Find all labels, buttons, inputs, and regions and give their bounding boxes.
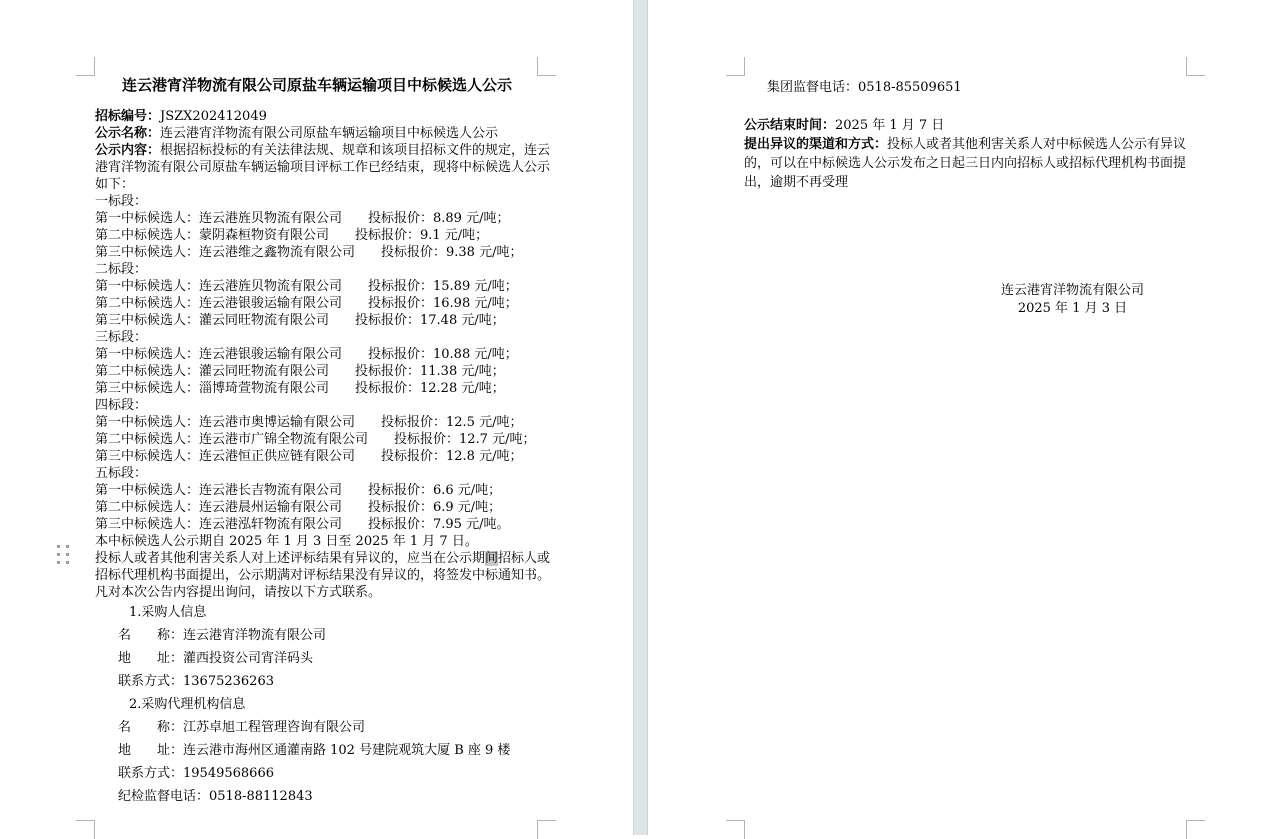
doc-line xyxy=(95,176,539,193)
doc-line xyxy=(744,116,1187,135)
text-segment: 名 称：连云港宵洋物流有限公司 xyxy=(118,628,327,643)
text-segment: 第三中标候选人：连云港维之鑫物流有限公司 投标报价：9.38 元/吨； xyxy=(95,245,523,260)
doc-line xyxy=(95,550,551,567)
text-segment: 二标段： xyxy=(95,262,148,277)
text-segment: 第二中标候选人：连云港市广锦全物流有限公司 投标报价：12.7 元/吨； xyxy=(95,432,536,447)
text-segment: 如下： xyxy=(95,177,135,192)
text-segment: 1.采购人信息 xyxy=(129,605,207,620)
text-segment: 联系方式：13675236263 xyxy=(118,674,274,689)
text-segment: JSZX202412049 xyxy=(160,109,267,124)
document-title: 连云港宵洋物流有限公司原盐车辆运输项目中标候选人公示 xyxy=(121,76,512,94)
text-segment: 凡对本次公告内容提出询问，请按以下方式联系。 xyxy=(95,585,382,600)
crop-mark xyxy=(537,820,556,839)
handle-dot xyxy=(57,553,60,556)
doc-line xyxy=(95,739,539,762)
text-segment: 第一中标候选人：连云港银骏运输有限公司 投标报价：10.88 元/吨； xyxy=(95,347,518,362)
text-segment: 投标人或者其他利害关系人对中标候选人公示有异议 xyxy=(887,137,1187,152)
text-segment: 投标人或者其他利害关系人对上述评标结果有异议的，应当在公示期 xyxy=(95,551,486,566)
text-segment: 第二中标候选人：连云港晨州运输有限公司 投标报价：6.9 元/吨； xyxy=(95,500,502,515)
text-segment: 公示内容： xyxy=(95,143,161,158)
doc-line xyxy=(95,516,539,533)
page-1-text-area[interactable] xyxy=(95,76,551,808)
doc-line xyxy=(95,346,539,363)
text-segment: 第二中标候选人：连云港银骏运输有限公司 投标报价：16.98 元/吨； xyxy=(95,296,518,311)
doc-line xyxy=(95,670,539,693)
text-segment: 名 称：江苏卓旭工程管理咨询有限公司 xyxy=(118,720,366,735)
doc-line xyxy=(95,567,551,584)
text-segment: 地 址：灌西投资公司宵洋码头 xyxy=(118,651,314,666)
text-segment: 出，逾期不再受理 xyxy=(744,175,849,190)
doc-line xyxy=(95,762,539,785)
page-2-text-area[interactable] xyxy=(744,76,1187,318)
doc-line xyxy=(95,716,539,739)
doc-line xyxy=(95,465,539,482)
text-segment: 一标段： xyxy=(95,194,148,209)
doc-line xyxy=(95,601,539,624)
handle-dot xyxy=(57,561,60,564)
handle-dot xyxy=(57,545,60,548)
text-segment: 第三中标候选人：连云港恒正供应链有限公司 投标报价：12.8 元/吨； xyxy=(95,449,523,464)
text-segment: 第二中标候选人：灌云同旺物流有限公司 投标报价：11.38 元/吨； xyxy=(95,364,505,379)
text-segment: 地 址：连云港市海州区通灌南路 102 号建院观筑大厦 B 座 9 楼 xyxy=(118,743,511,758)
text-segment: 第一中标候选人：连云港旌贝物流有限公司 投标报价：15.89 元/吨； xyxy=(95,279,518,294)
doc-line xyxy=(95,448,539,465)
text-segment: 2025 年 1 月 7 日 xyxy=(835,118,945,133)
signature-company: 连云港宵洋物流有限公司 xyxy=(1000,283,1144,298)
doc-line xyxy=(95,482,539,499)
doc-line xyxy=(95,227,539,244)
doc-line xyxy=(95,278,539,295)
signature-block xyxy=(1001,282,1144,318)
signature-date: 2025 年 1 月 3 日 xyxy=(1017,301,1128,316)
text-segment: 三标段： xyxy=(95,330,148,345)
doc-line xyxy=(95,295,539,312)
doc-line xyxy=(95,624,539,647)
text-segment: 联系方式：19549568666 xyxy=(118,766,274,781)
doc-line xyxy=(95,312,539,329)
doc-line xyxy=(95,414,539,431)
text-segment: 四标段： xyxy=(95,398,148,413)
doc-line xyxy=(95,785,539,808)
doc-line xyxy=(95,693,539,716)
doc-line xyxy=(95,142,551,159)
doc-line xyxy=(95,647,539,670)
page-gap xyxy=(633,0,648,835)
doc-line xyxy=(95,125,539,142)
text-segment: 第一中标候选人：连云港市奥博运输有限公司 投标报价：12.5 元/吨； xyxy=(95,415,523,430)
text-segment: 公示名称： xyxy=(95,126,161,141)
text-segment: 提出异议的渠道和方式： xyxy=(744,137,888,152)
text-segment: 第一中标候选人：连云港长吉物流有限公司 投标报价：6.6 元/吨； xyxy=(95,483,502,498)
doc-line xyxy=(744,99,1187,116)
handle-dot xyxy=(66,545,69,548)
text-segment: 第三中标候选人：淄博琦萱物流有限公司 投标报价：12.28 元/吨； xyxy=(95,381,505,396)
page-2-lines xyxy=(744,76,1187,192)
text-segment: 第三中标候选人：灌云同旺物流有限公司 投标报价：17.48 元/吨； xyxy=(95,313,505,328)
text-segment: 2.采购代理机构信息 xyxy=(129,697,246,712)
text-segment: 港宵洋物流有限公司原盐车辆运输项目评标工作已经结束，现将中标候选人公示 xyxy=(95,160,551,175)
doc-line xyxy=(95,193,539,210)
crop-mark xyxy=(726,57,745,76)
crop-mark xyxy=(726,820,745,839)
text-segment: 的，可以在中标候选人公示发布之日起三日内向招标人或招标代理机构书面提 xyxy=(744,156,1187,171)
highlighted-char: 间 xyxy=(485,551,499,566)
text-segment: 招标编号： xyxy=(95,109,161,124)
doc-line xyxy=(95,397,539,414)
doc-line xyxy=(744,173,1187,192)
text-segment: 招标人或 xyxy=(498,551,551,566)
handle-dot xyxy=(66,561,69,564)
page-1-lines xyxy=(95,108,551,808)
doc-line xyxy=(744,135,1187,154)
doc-line xyxy=(95,159,551,176)
crop-mark xyxy=(537,57,556,76)
doc-line xyxy=(95,108,539,125)
text-segment: 根据招标投标的有关法律法规、规章和该项目招标文件的规定，连云 xyxy=(160,143,551,158)
doc-line xyxy=(95,261,539,278)
handle-dot xyxy=(66,553,69,556)
doc-line xyxy=(95,499,539,516)
text-segment: 公示结束时间： xyxy=(744,118,836,133)
page-1[interactable] xyxy=(0,0,633,835)
drag-handle-icon[interactable] xyxy=(57,545,69,565)
doc-line xyxy=(95,533,539,550)
doc-line xyxy=(95,244,539,261)
doc-line xyxy=(95,584,539,601)
doc-line xyxy=(95,363,539,380)
page-2[interactable] xyxy=(648,0,1283,835)
crop-mark xyxy=(1186,820,1205,839)
doc-line xyxy=(95,380,539,397)
doc-line xyxy=(744,76,1187,99)
crop-mark xyxy=(1186,57,1205,76)
text-segment: 第三中标候选人：连云港泓轩物流有限公司 投标报价：7.95 元/吨。 xyxy=(95,517,510,532)
doc-line xyxy=(95,431,539,448)
crop-mark xyxy=(76,820,95,839)
doc-line xyxy=(95,210,539,227)
crop-mark xyxy=(76,57,95,76)
text-segment: 第二中标候选人：蒙阴森桓物资有限公司 投标报价：9.1 元/吨； xyxy=(95,228,489,243)
text-segment: 招标代理机构书面提出，公示期满对评标结果没有异议的，将签发中标通知书。 xyxy=(95,568,551,583)
doc-line xyxy=(744,154,1187,173)
text-segment: 纪检监督电话：0518-88112843 xyxy=(118,789,313,804)
text-segment: 连云港宵洋物流有限公司原盐车辆运输项目中标候选人公示 xyxy=(160,126,499,141)
text-segment: 本中标候选人公示期自 2025 年 1 月 3 日至 2025 年 1 月 7 日。 xyxy=(95,534,478,549)
text-segment: 集团监督电话：0518-85509651 xyxy=(767,80,962,95)
text-segment: 五标段： xyxy=(95,466,148,481)
text-segment: 第一中标候选人：连云港旌贝物流有限公司 投标报价：8.89 元/吨； xyxy=(95,211,510,226)
doc-line xyxy=(95,329,539,346)
